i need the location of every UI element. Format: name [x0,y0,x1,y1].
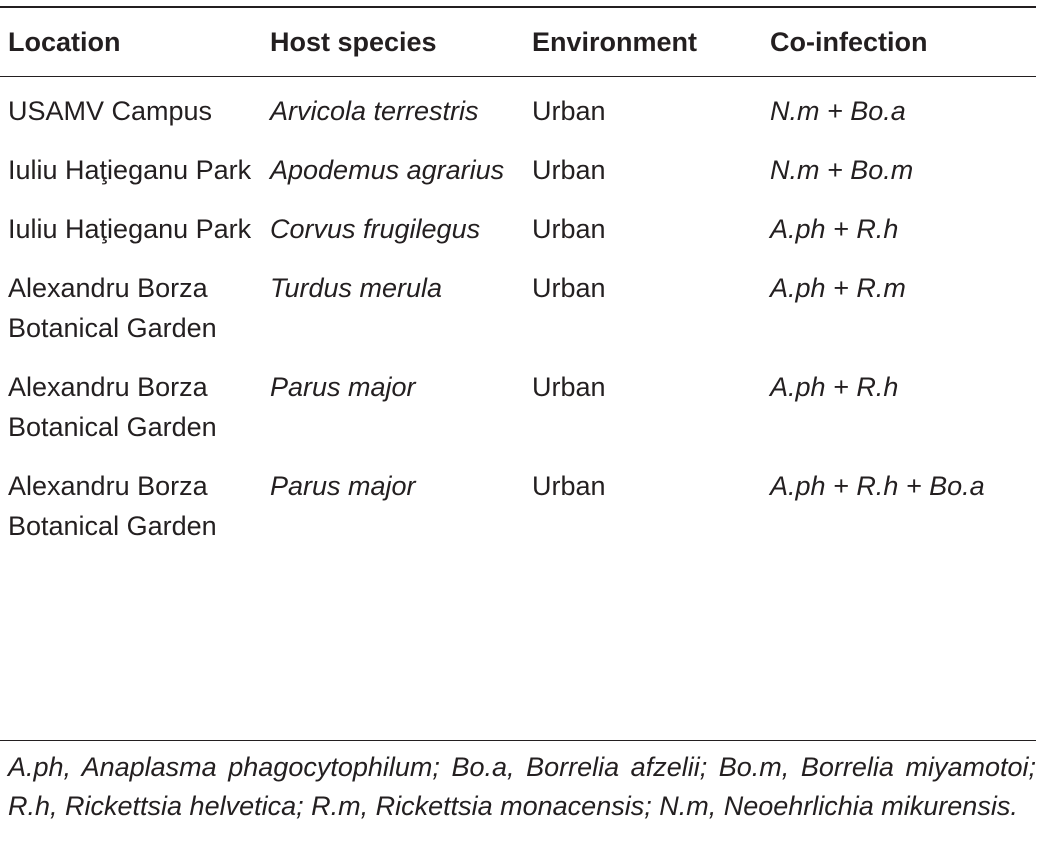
table-footnote: A.ph, Anaplasma phagocytophilum; Bo.a, Borrelia afzelii; Bo.m, Borrelia miyamotoi; R.h, Rickettsia helvetica; R.m, Rickettsia monacensis; N.m, Neoehrlichia mikurensis. [8,752,1036,821]
cell-location: Alexandru Borza Botanical Garden [8,372,217,442]
table-row [0,76,1036,136]
cell-coinfection: N.m + Bo.a [770,96,906,126]
cell-coinfection: N.m + Bo.m [770,155,914,185]
coinfection-table [0,8,1036,551]
cell-host-species: Corvus frugilegus [270,214,481,244]
cell-environment: Urban [532,273,606,303]
header-location: Location [8,26,121,57]
cell-environment: Urban [532,96,606,126]
table-row [0,136,1036,195]
table-row [0,195,1036,254]
cell-host-species: Arvicola terrestris [270,96,479,126]
cell-location: Iuliu Haţieganu Park [8,155,252,185]
cell-location: Alexandru Borza Botanical Garden [8,471,217,541]
header-row [0,8,1036,76]
cell-location: USAMV Campus [8,96,213,126]
table-row [0,452,1036,551]
cell-location: Alexandru Borza Botanical Garden [8,273,217,343]
cell-coinfection: A.ph + R.m [770,273,906,303]
cell-environment: Urban [532,155,606,185]
header-environment: Environment [532,26,698,57]
cell-environment: Urban [532,372,606,402]
bottom-rule [0,740,1036,741]
cell-host-species: Turdus merula [270,273,443,303]
header-coinfection: Co-infection [770,26,928,57]
table-row [0,254,1036,353]
cell-coinfection: A.ph + R.h [770,372,899,402]
header-host-species: Host species [270,26,437,57]
cell-host-species: Parus major [270,471,416,501]
table-row [0,353,1036,452]
cell-host-species: Apodemus agrarius [270,155,505,185]
cell-environment: Urban [532,214,606,244]
cell-location: Iuliu Haţieganu Park [8,214,252,244]
cell-coinfection: A.ph + R.h [770,214,899,244]
cell-environment: Urban [532,471,606,501]
cell-coinfection: A.ph + R.h + Bo.a [770,471,985,501]
cell-host-species: Parus major [270,372,416,402]
